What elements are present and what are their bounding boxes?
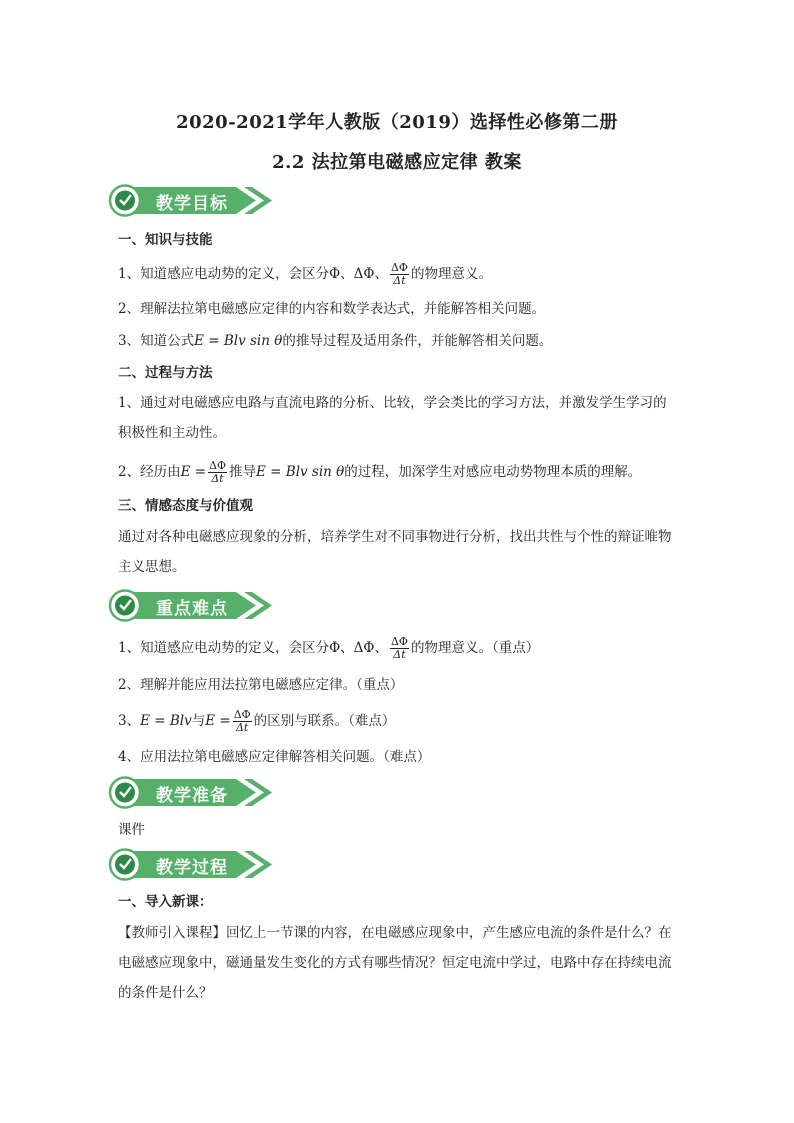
preparation-text: 课件 — [118, 822, 145, 838]
objectives-item-5 — [118, 460, 641, 485]
keypoints-item-3 — [118, 709, 395, 734]
item-text: 3、知道公式 — [118, 333, 195, 349]
formula: E = — [180, 464, 207, 480]
item-text: 2、经历由 — [118, 464, 181, 480]
item-text: 推导 — [229, 464, 257, 480]
objectives-item-2: 2、理解法拉第电磁感应定律的内容和数学表达式，并能解答相关问题。 — [118, 301, 546, 317]
fraction-dphi-dt — [390, 262, 409, 287]
keypoints-item-4: 4、应用法拉第电磁感应定律解答相关问题。（难点） — [118, 749, 431, 765]
item-text: 的过程，加深学生对感应电动势物理本质的理解。 — [344, 464, 642, 480]
keypoints-item-1 — [118, 636, 539, 661]
fraction-denominator: Δt — [393, 274, 406, 287]
item-text: 的物理意义。 — [410, 266, 492, 282]
fraction-dphi-dt — [233, 709, 252, 734]
fraction-numerator: ΔΦ — [209, 459, 227, 472]
objectives-item-3 — [118, 331, 552, 351]
objectives-paragraph-2: 通过对各种电磁感应现象的分析，培养学生对不同事物进行分析，找出共性与个性的辩证唯物主义思想。 — [118, 529, 672, 575]
document-title-line-1: 2020-2021学年人教版（2019）选择性必修第二册 — [176, 112, 618, 133]
formula: E = Blv sin θ — [194, 333, 283, 349]
fraction-numerator: ΔΦ — [233, 708, 251, 721]
objectives-paragraph-1: 1、通过对电磁感应电路与直流电路的分析、比较，学会类比的学习方法，并激发学生学习的积极性和主动性。 — [118, 395, 667, 441]
fraction-dphi-dt — [208, 460, 227, 485]
keypoints-item-2: 2、理解并能应用法拉第电磁感应定律。（重点） — [118, 677, 404, 693]
item-text: 1、知道感应电动势的定义，会区分Φ、ΔΦ、 — [118, 640, 388, 656]
section-banner-preparation — [108, 776, 273, 809]
banner-label: 教学准备 — [156, 786, 228, 806]
section-banner-objectives — [108, 184, 273, 217]
formula: E = Blv sin θ — [256, 464, 345, 480]
banner-label: 教学目标 — [156, 194, 228, 214]
fraction-dphi-dt — [390, 636, 409, 661]
fraction-denominator: Δt — [393, 648, 406, 661]
objectives-item-1 — [118, 262, 492, 287]
item-text: 的区别与联系。（难点） — [253, 713, 396, 729]
fraction-denominator: Δt — [235, 721, 249, 734]
item-text: 1、知道感应电动势的定义，会区分Φ、ΔΦ、 — [118, 266, 388, 282]
objectives-heading-3: 三、情感态度与价值观 — [118, 498, 253, 514]
formula: E = Blv — [140, 713, 192, 729]
item-text: 的物理意义。（重点） — [410, 640, 540, 656]
document-title-line-2: 2.2 法拉第电磁感应定律 教案 — [272, 152, 522, 173]
banner-label: 教学过程 — [156, 858, 228, 878]
banner-label: 重点难点 — [156, 599, 228, 619]
item-text: 的推导过程及适用条件，并能解答相关问题。 — [282, 333, 553, 349]
objectives-heading-1: 一、知识与技能 — [118, 232, 213, 248]
process-paragraph-1: 【教师引入课程】回忆上一节课的内容，在电磁感应现象中，产生感应电流的条件是什么？在电磁感应现象中，磁通量发生变化的方式有哪些情况？恒定电流中学过，电路中存在持续电流的条件是什么？ — [118, 925, 672, 1001]
section-banner-process — [108, 848, 273, 881]
fraction-denominator: Δt — [211, 472, 224, 485]
section-banner-keypoints — [108, 589, 273, 622]
objectives-heading-2: 二、过程与方法 — [118, 365, 213, 381]
formula: E = — [205, 713, 231, 729]
process-heading-1: 一、导入新课： — [118, 894, 213, 910]
fraction-numerator: ΔΦ — [390, 635, 408, 648]
item-text: 与 — [191, 713, 206, 729]
fraction-numerator: ΔΦ — [390, 261, 408, 274]
item-text: 3、 — [118, 713, 141, 729]
